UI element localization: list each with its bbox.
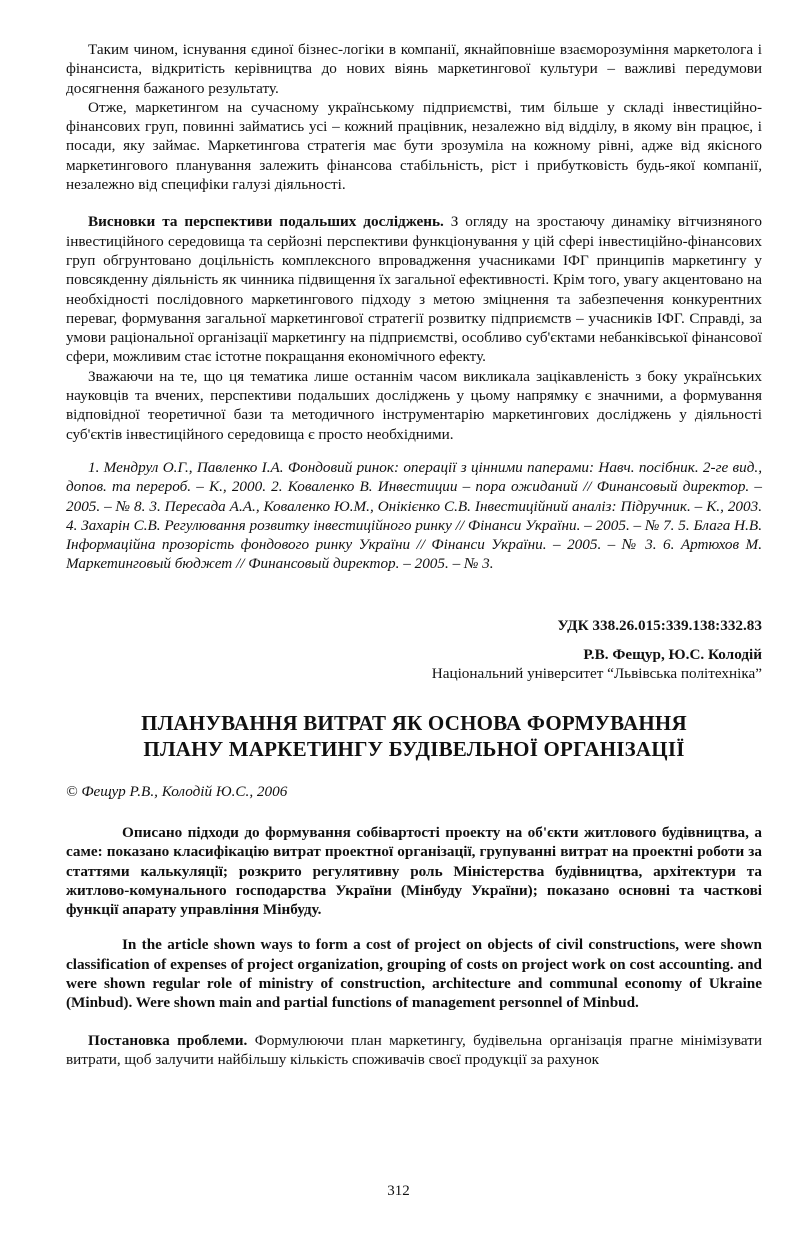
conclusions-text: З огляду на зростаючу динаміку вітчизняного інвестиційного середовища та серйозні перспективи функціонування у цій сфері інвестиційно-фінансових груп обгрунтовано доцільність комплексного впровадження учасниками ІФГ принципів маркетингу у повсякденну діяльність як чинника підвищення їх загальної ефективності. Крім того, увагу акцентовано на необхідності послідовного маркетингового підходу з метою зміцнення та забезпечення конкурентних переваг, формування загальної маркетингової стратегії розвитку підприємств – учасників ІФГ. Справді, за умови раціональної організації маркетингу на підприємстві, особливо суб'єктами небанківської фінансової сфери, можливим стає істотне покращання економічного ефекту. bbox=[66, 213, 762, 366]
abstract-english: In the article shown ways to form a cost of project on objects of civil constructions, were shown classification of expenses of project organization, grouping of costs on project work on cost accounting. and were shown regular role of ministry of construction, architecture and communal economy of Ukraine (Minbud). Were shown main and partial functions of management personnel of Minbud. bbox=[66, 936, 762, 1012]
article-title-line-2: ПЛАНУ МАРКЕТИНГУ БУДІВЕЛЬНОЇ ОРГАНІЗАЦІЇ bbox=[143, 736, 685, 761]
article-title-line-1: ПЛАНУВАННЯ ВИТРАТ ЯК ОСНОВА ФОРМУВАННЯ bbox=[141, 710, 687, 735]
copyright-notice: © Фещур Р.В., Колодій Ю.С., 2006 bbox=[66, 782, 288, 800]
paragraph-problem-statement bbox=[66, 1031, 762, 1070]
article-authors: Р.В. Фещур, Ю.С. Колодій bbox=[583, 646, 762, 664]
problem-heading: Постановка проблеми. bbox=[88, 1031, 248, 1049]
problem-text: Формулюючи план маркетингу, будівельна організація прагне мінімізувати витрати, щоб залучити найбільшу кількість споживачів своєї продукції за рахунок bbox=[66, 1031, 762, 1068]
udk-code: УДК 338.26.015:339.138:332.83 bbox=[557, 616, 762, 634]
paragraph-perspectives: Зважаючи на те, що ця тематика лише останнім часом викликала зацікавленість з боку українських науковців та вчених, перспективи подальших досліджень у цьому напрямку є значними, а формування відповідної теоретичної бази та методичного інструментарію маркетингових досліджень у діяльності суб'єктів інвестиційного середовища є просто необхідними. bbox=[66, 367, 762, 443]
page-number: 312 bbox=[387, 1183, 410, 1199]
document-page bbox=[66, 40, 762, 1069]
author-affiliation: Національний університет “Львівська політехніка” bbox=[431, 665, 762, 683]
paragraph-marketing-everyone: Отже, маркетингом на сучасному українському підприємстві, тим більше у складі інвестиційно-фінансових груп, повинні займатись усі – кожний працівник, незалежно від відділу, в якому він працює, і посади, яку займає. Маркетингова стратегія має бути зрозуміла на кожному рівні, адже від якісного маркетингового планування залежить фінансова стабільність, ріст і прибутковість будь-якої компанії, незалежно від специфіки галузі діяльності. bbox=[66, 98, 762, 194]
article-title bbox=[66, 710, 762, 762]
references-list: 1. Мендрул О.Г., Павленко І.А. Фондовий ринок: операції з цінними паперами: Навч. посібник. 2-ге вид., допов. та перероб. – К., 2000. 2. Коваленко В. Инвестиции – пора ожиданий // Финансовый директор. – 2005. – № 8. 3. Пересада А.А., Коваленко Ю.М., Онікієнко С.В. Інвестиційний аналіз: Підручник. – К., 2003. 4. Захарін С.В. Регулювання розвитку інвестиційного ринку // Фінанси України. – 2005. – № 7. 5. Блага Н.В. Інформаційна прозорість фондового ринку України // Фінанси України. – 2005. – № 3. 6. Артюхов М. Маркетинговый бюджет // Финансовый директор. – 2005. – № 3. bbox=[66, 458, 762, 573]
conclusions-heading: Висновки та перспективи подальших досліджень. bbox=[88, 213, 444, 231]
paragraph-conclusions bbox=[66, 212, 762, 366]
abstract-ukrainian: Описано підходи до формування собівартості проекту на об'єкти житлового будівництва, а саме: показано класифікацію витрат проектної організації, групуванні витрат на проектні роботи за статтями калькуляції; розкрито регулятивну роль Міністерства будівництва, архітектури та житлово-комунального господарства України (Мінбуду України); показано основні та часткові функції апарату управління Мінбуду. bbox=[66, 823, 762, 919]
paragraph-conclusion-business-logic: Таким чином, існування єдиної бізнес-логіки в компанії, якнайповніше взаєморозуміння маркетолога і фінансиста, відкритість керівництва до нових віянь маркетингової культури – важливі передумови досягнення бажаного результату. bbox=[66, 41, 762, 97]
